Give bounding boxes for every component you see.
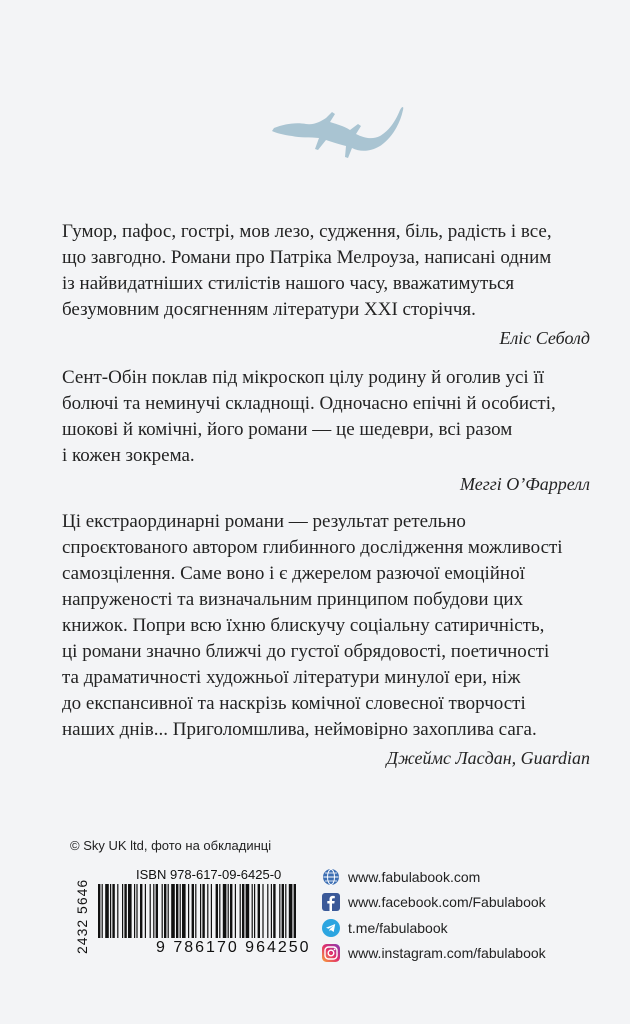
quote-author: Джеймс Ласдан, Guardian xyxy=(386,748,590,768)
barcode-side-number: 2432 5646 xyxy=(74,878,90,954)
facebook-icon xyxy=(322,893,340,911)
barcode-bar xyxy=(150,884,151,938)
barcode-bar xyxy=(124,884,126,938)
barcode-bar xyxy=(271,884,272,938)
quote-line: Гумор, пафос, гострі, мов лезо, судження, біль, радість і все, xyxy=(62,221,552,242)
barcode-bar xyxy=(168,884,169,938)
barcode-bar xyxy=(162,884,163,938)
barcode-bar xyxy=(207,884,208,938)
barcode-bar xyxy=(235,884,236,938)
quote-line: до експансивної та наскрізь комічної словесної творчості xyxy=(62,693,526,714)
website-link-text: www.fabulabook.com xyxy=(348,868,481,885)
barcode-bar xyxy=(219,884,220,938)
barcode-bar xyxy=(195,884,196,938)
quote-line: безумовним досягненням літератури ХХІ сторіччя. xyxy=(62,299,476,320)
barcode-bar xyxy=(258,884,260,938)
barcode-bar xyxy=(171,884,175,938)
barcode-bar xyxy=(223,884,227,938)
barcode-bar xyxy=(102,884,103,938)
barcode-bar xyxy=(267,884,268,938)
telegram-link[interactable] xyxy=(322,915,546,941)
facebook-link-text: www.facebook.com/Fabulabook xyxy=(348,894,546,911)
barcode-bar xyxy=(279,884,280,938)
isbn-label: ISBN 978-617-09-6425-0 xyxy=(136,867,282,882)
quote-line: що завгодно. Романи про Патріка Мелроуза, написані одним xyxy=(62,247,552,268)
quote-line: книжок. Попри всю їхню блискучу соціальну сатиричність, xyxy=(62,615,545,636)
barcode-bar xyxy=(252,884,253,938)
quote-author: Меггі О’Фаррелл xyxy=(460,474,590,494)
quote-author: Еліс Себолд xyxy=(499,328,590,348)
quote-line: шокові й комічні, його романи — це шедеври, всі разом xyxy=(62,419,513,440)
barcode-bar xyxy=(112,884,114,938)
instagram-link-text: www.instagram.com/fabulabook xyxy=(348,945,546,962)
instagram-icon xyxy=(322,944,340,962)
barcode-bar xyxy=(246,884,250,938)
barcode-bar xyxy=(228,884,229,938)
barcode-bar xyxy=(145,884,146,938)
barcode-bar xyxy=(110,884,111,938)
barcode-bar xyxy=(105,884,109,938)
quote-line: наших днів... Приголомшлива, неймовірно захоплива сага. xyxy=(62,719,537,740)
social-links xyxy=(322,864,546,966)
barcode-bar xyxy=(182,884,186,938)
barcode-bar xyxy=(289,884,293,938)
globe-icon xyxy=(322,868,340,886)
barcode-bar xyxy=(273,884,275,938)
barcode-bar xyxy=(180,884,181,938)
quote-line: і кожен зокрема. xyxy=(62,445,195,466)
telegram-icon xyxy=(322,919,340,937)
quote-1 xyxy=(62,219,590,351)
quote-line: із найвидатніших стилістів нашого часу, вважатимуться xyxy=(62,273,515,294)
telegram-link-text: t.me/fabulabook xyxy=(348,919,448,936)
barcode-bar xyxy=(122,884,123,938)
barcode-bar xyxy=(140,884,142,938)
quote-line: ці романи значно ближчі до густої обрядовості, поетичності xyxy=(62,641,550,662)
quote-line: болючі та неминучі складнощі. Одночасно епічні й особисті, xyxy=(62,393,556,414)
quote-line: самозцілення. Саме воно і є джерелом разючої емоційної xyxy=(62,563,525,584)
barcode-bar xyxy=(188,884,189,938)
barcode-bar xyxy=(200,884,201,938)
barcode-bar xyxy=(294,884,296,938)
barcode-bar xyxy=(134,884,135,938)
copyright-note: © Sky UK ltd, фото на обкладинці xyxy=(70,838,272,853)
facebook-link[interactable] xyxy=(322,890,546,916)
quote-line: та драматичності художньої літератури минулої ери, ніж xyxy=(62,667,521,688)
barcode-bar xyxy=(211,884,212,938)
quote-line: Сент-Обін поклав під мікроскоп цілу родину й оголив усі її xyxy=(62,367,545,388)
barcode-bar xyxy=(285,884,286,938)
barcode-digits: 9 786170 964250 xyxy=(156,939,311,956)
barcode-bar xyxy=(254,884,255,938)
barcode-bar xyxy=(136,884,137,938)
barcode-bar xyxy=(282,884,284,938)
barcode-bar xyxy=(156,884,158,938)
barcode-bar xyxy=(117,884,118,938)
quote-3 xyxy=(62,509,590,771)
website-link[interactable] xyxy=(322,864,546,890)
barcode-bar xyxy=(176,884,178,938)
barcode-bar xyxy=(216,884,218,938)
barcode-bar xyxy=(202,884,204,938)
quote-2 xyxy=(62,365,590,497)
quote-line: напруженості та визначальним принципом побудови цих xyxy=(62,589,524,610)
barcode-bar xyxy=(192,884,194,938)
barcode-bar xyxy=(128,884,132,938)
barcode-bar xyxy=(240,884,241,938)
barcode-bar xyxy=(230,884,232,938)
lizard-icon xyxy=(262,100,412,180)
barcode-bar xyxy=(242,884,244,938)
barcode-bar xyxy=(262,884,263,938)
quote-line: спроєктованого автором глибинного дослідження можливості xyxy=(62,537,563,558)
barcode-bar xyxy=(98,884,100,938)
barcode-bar xyxy=(153,884,154,938)
quote-line: Ці екстраординарні романи — результат ретельно xyxy=(62,511,466,532)
instagram-link[interactable] xyxy=(322,941,546,967)
barcode-bar xyxy=(164,884,166,938)
